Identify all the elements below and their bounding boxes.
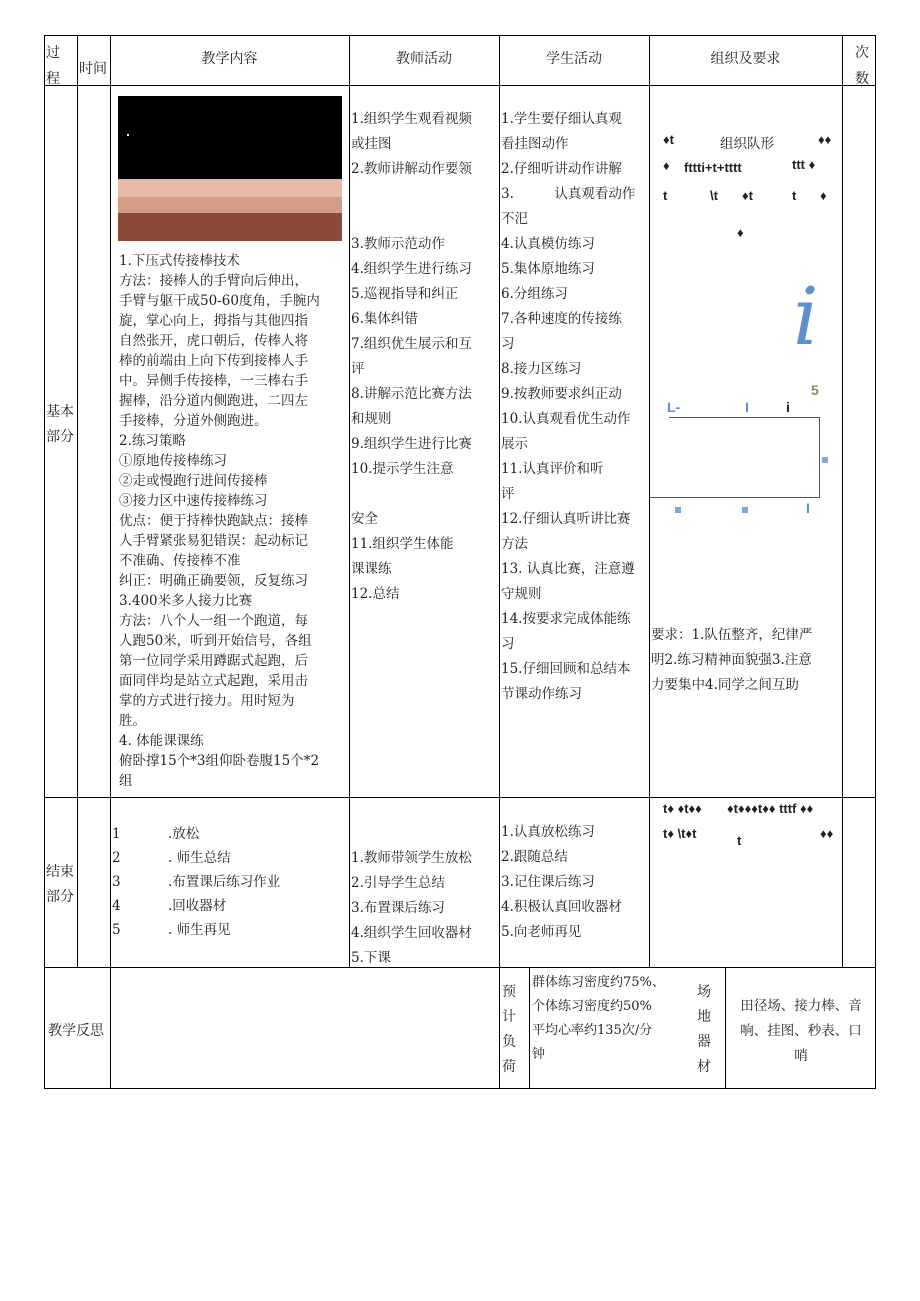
venue-label xyxy=(697,980,721,1080)
formation-mark: t♦ \t♦t xyxy=(663,826,697,841)
content-line: 不准确、传接棒不准 xyxy=(119,553,241,569)
item-text: . 师生再见 xyxy=(168,922,231,938)
formation-mark: t xyxy=(663,188,668,203)
content-line: 2.练习策略 xyxy=(119,433,186,449)
content-line: 自然张开，虎口朝后，传棒人将 xyxy=(119,333,308,349)
end-content-item xyxy=(112,894,348,918)
header-times: 次数 xyxy=(855,45,869,87)
requirements-text xyxy=(651,623,841,698)
header-time: 时间 xyxy=(79,61,107,77)
venue-label-char: 地 xyxy=(697,1009,711,1025)
content-line: 第一位同学采用蹲踞式起跑，后 xyxy=(119,653,308,669)
equipment-line: 哨 xyxy=(794,1048,808,1064)
basic-content-text xyxy=(119,251,345,791)
item-text: .布置课后练习作业 xyxy=(168,874,281,890)
teacher-line xyxy=(351,182,498,207)
student-line: 8.接力区练习 xyxy=(501,361,582,377)
load-label-char: 计 xyxy=(502,1009,516,1025)
formation-mark: t xyxy=(792,188,797,203)
track-label: L- xyxy=(667,399,681,415)
student-line: 2.仔细听讲动作讲解 xyxy=(501,161,622,177)
student-line: 5.集体原地练习 xyxy=(501,261,595,277)
content-line: 4. 体能课课练 xyxy=(119,733,204,749)
marker-square xyxy=(675,507,681,513)
teacher-line: 7.组织优生展示和互 xyxy=(351,336,472,352)
student-line: 节课动作练习 xyxy=(501,686,582,702)
formation-mark: ♦ xyxy=(663,158,670,173)
teacher-line: 安全 xyxy=(351,511,378,527)
content-line: 纠正：明确正确要领，反复练习 xyxy=(119,573,308,589)
content-line: 棒的前端由上向下传到接棒人手 xyxy=(119,353,308,369)
formation-mark: ♦ xyxy=(737,225,744,240)
header-teacher: 教师活动 xyxy=(396,51,452,67)
content-line: 1.下压式传接棒技术 xyxy=(119,253,240,269)
info-icon: i xyxy=(793,270,819,363)
venue-label-char: 场 xyxy=(697,984,711,1000)
track-label: I xyxy=(806,500,810,516)
teacher-line: 2.引导学生总结 xyxy=(351,875,445,891)
student-line: 不汜 xyxy=(501,211,528,227)
header-student: 学生活动 xyxy=(546,51,602,67)
teacher-line: 6.集体纠错 xyxy=(351,311,418,327)
student-line: 2.跟随总结 xyxy=(501,849,568,865)
track-label: i xyxy=(786,399,790,415)
student-line: 评 xyxy=(501,486,515,502)
load-line: 平均心率约135次/分 xyxy=(532,1023,653,1038)
end-content-item xyxy=(112,822,348,846)
student-line: 6.分组练习 xyxy=(501,286,568,302)
content-line: 人手臂紧张易犯错误：起动标记 xyxy=(119,533,308,549)
requirement-line: 力要集中4.同学之间互助 xyxy=(651,677,799,693)
end-content-item xyxy=(112,918,348,942)
item-text: .放松 xyxy=(168,826,200,842)
venue-label-char: 材 xyxy=(697,1059,711,1075)
teacher-line: 4.组织学生进行练习 xyxy=(351,261,472,277)
teacher-line: 5.下课 xyxy=(351,950,391,966)
basic-teacher-activities xyxy=(351,107,498,607)
student-line: 11.认真评价和听 xyxy=(501,461,604,477)
item-text: . 师生总结 xyxy=(168,850,231,866)
teacher-line: 8.讲解示范比赛方法 xyxy=(351,386,472,402)
equipment-text xyxy=(728,994,874,1069)
teacher-line: 课课练 xyxy=(351,561,392,577)
teacher-line xyxy=(351,482,498,507)
image-band xyxy=(118,213,342,241)
teacher-line: 11.组织学生体能 xyxy=(351,536,454,552)
item-number: 5 xyxy=(112,922,121,938)
end-content-item xyxy=(112,846,348,870)
teacher-line: 5.巡视指导和纠正 xyxy=(351,286,459,302)
content-line: ②走或慢跑行进间传接棒 xyxy=(119,473,268,489)
content-line: 手臂与躯干成50-60度角，手腕内 xyxy=(119,293,320,309)
student-line: 3. 认真观看动作 xyxy=(501,186,636,202)
teacher-line: 1.组织学生观看视频 xyxy=(351,111,472,127)
technique-video-frame xyxy=(118,96,342,241)
content-line: 掌的方式进行接力。用时短为 xyxy=(119,693,295,709)
teacher-line: 3.布置课后练习 xyxy=(351,900,445,916)
student-line: 12.仔细认真听讲比赛 xyxy=(501,511,631,527)
image-band xyxy=(118,179,342,197)
load-line: 钟 xyxy=(532,1047,546,1062)
equipment-line: 田径场、接力棒、音 xyxy=(740,998,862,1014)
load-text xyxy=(532,971,682,1067)
end-content-item xyxy=(112,870,348,894)
content-line: 方法：八个人一组一个跑道，每 xyxy=(119,613,308,629)
content-line: 面同伴均是站立式起跑，采用击 xyxy=(119,673,308,689)
content-line: 胜。 xyxy=(119,713,146,729)
teacher-line: 9.组织学生进行比赛 xyxy=(351,436,472,452)
teacher-line: 3.教师示范动作 xyxy=(351,236,445,252)
section-reflection: 教学反思 xyxy=(48,1023,104,1039)
content-line: 旋，掌心向上，拇指与其他四指 xyxy=(119,313,308,329)
formation-mark: ♦t xyxy=(742,188,753,203)
item-number: 3 xyxy=(112,874,121,890)
formation-mark: ♦t♦♦♦t♦♦ tttf ♦♦ xyxy=(727,801,814,816)
requirement-line: 要求：1.队伍整齐，纪律严 xyxy=(651,627,813,643)
content-line: 方法：接棒人的手臂向后伸出， xyxy=(119,273,308,289)
image-band xyxy=(118,197,342,213)
student-line: 方法 xyxy=(501,536,528,552)
formation-mark: ♦♦ xyxy=(818,132,832,147)
item-number: 2 xyxy=(112,850,121,866)
student-line: 1.学生要仔细认真观 xyxy=(501,111,622,127)
video-dark-area xyxy=(118,96,342,179)
formation-mark: ♦♦ xyxy=(820,826,834,841)
content-line: ①原地传接棒练习 xyxy=(119,453,227,469)
student-line: 看挂图动作 xyxy=(501,136,569,152)
header-org: 组织及要求 xyxy=(710,51,781,67)
end-teacher-activities xyxy=(351,846,498,971)
student-line: 习 xyxy=(501,336,515,352)
teacher-line: 和规则 xyxy=(351,411,392,427)
item-number: 1 xyxy=(112,826,121,842)
content-line: ③接力区中速传接棒练习 xyxy=(119,493,268,509)
formation-label: 组织队形 xyxy=(720,136,774,152)
formation-mark: fttti+t+tttt xyxy=(684,160,742,175)
section-basic: 基本部分 xyxy=(46,404,74,445)
track-label: I xyxy=(745,399,749,415)
content-line: 握棒，沿分道内侧跑进，二四左 xyxy=(119,393,308,409)
student-line: 1.认真放松练习 xyxy=(501,824,595,840)
item-text: .回收器材 xyxy=(168,898,227,914)
content-line: 优点：便于持棒快跑缺点：接棒 xyxy=(119,513,308,529)
content-line: 俯卧撑15个*3组仰卧卷腹15个*2 xyxy=(119,753,320,769)
marker-square xyxy=(822,457,828,463)
marker-square xyxy=(742,507,748,513)
student-line: 7.各种速度的传接练 xyxy=(501,311,622,327)
equipment-line: 响、挂图、秒表、口 xyxy=(740,1023,862,1039)
teacher-line: 或挂图 xyxy=(351,136,392,152)
formation-mark: t xyxy=(737,833,742,848)
student-line: 4.认真模仿练习 xyxy=(501,236,595,252)
student-line: 习 xyxy=(501,636,515,652)
student-line: 9.按教师要求纠正动 xyxy=(501,386,622,402)
teacher-line: 10.提示学生注意 xyxy=(351,461,454,477)
student-line: 展示 xyxy=(501,436,528,452)
item-number: 4 xyxy=(112,898,121,914)
venue-label-char: 器 xyxy=(697,1034,711,1050)
content-line: 3.400米多人接力比赛 xyxy=(119,593,253,609)
teacher-line: 12.总结 xyxy=(351,586,400,602)
teacher-line: 1.教师带领学生放松 xyxy=(351,850,472,866)
load-line: 个体练习密度约50% xyxy=(532,999,652,1014)
formation-mark: ♦t xyxy=(663,132,674,147)
header-content: 教学内容 xyxy=(201,51,258,67)
teacher-line xyxy=(351,207,498,232)
teacher-line: 评 xyxy=(351,361,365,377)
content-line: 组 xyxy=(119,773,133,789)
content-line: 人跑50米，听到开始信号，各组 xyxy=(119,633,312,649)
formation-mark: ttt ♦ xyxy=(792,157,816,172)
student-line: 3.记住课后练习 xyxy=(501,874,595,890)
load-label-char: 预 xyxy=(502,984,516,1000)
section-end: 结束部分 xyxy=(46,864,74,905)
lane-number: 5 xyxy=(811,382,819,398)
header-process: 过程 xyxy=(46,45,60,87)
end-student-activities xyxy=(501,820,648,945)
teacher-line: 2.教师讲解动作要领 xyxy=(351,161,472,177)
student-line: 4.积极认真回收器材 xyxy=(501,899,622,915)
basic-student-activities xyxy=(501,107,648,707)
student-line: 5.向老师再见 xyxy=(501,924,582,940)
end-content-list xyxy=(112,822,348,942)
student-line: 14.按要求完成体能练 xyxy=(501,611,631,627)
student-line: 13. 认真比赛，注意遵 xyxy=(501,561,635,577)
load-label-char: 荷 xyxy=(502,1059,516,1075)
student-line: 守规则 xyxy=(501,586,542,602)
formation-mark: ♦ xyxy=(820,188,827,203)
requirement-line: 明2.练习精神面貌强3.注意 xyxy=(651,652,812,668)
content-line: 中。异侧手传接棒，一三棒右手 xyxy=(119,373,308,389)
load-label-char: 负 xyxy=(502,1034,516,1050)
teacher-line: 4.组织学生回收器材 xyxy=(351,925,472,941)
student-line: 15.仔细回顾和总结本 xyxy=(501,661,631,677)
load-label xyxy=(502,980,526,1080)
content-line: 手接棒，分道外侧跑进。 xyxy=(119,413,268,429)
student-line: 10.认真观看优生动作 xyxy=(501,411,631,427)
formation-mark: t♦ ♦t♦♦ xyxy=(663,801,702,816)
load-line: 群体练习密度约75%、 xyxy=(532,975,665,990)
formation-mark: \t xyxy=(710,188,718,203)
